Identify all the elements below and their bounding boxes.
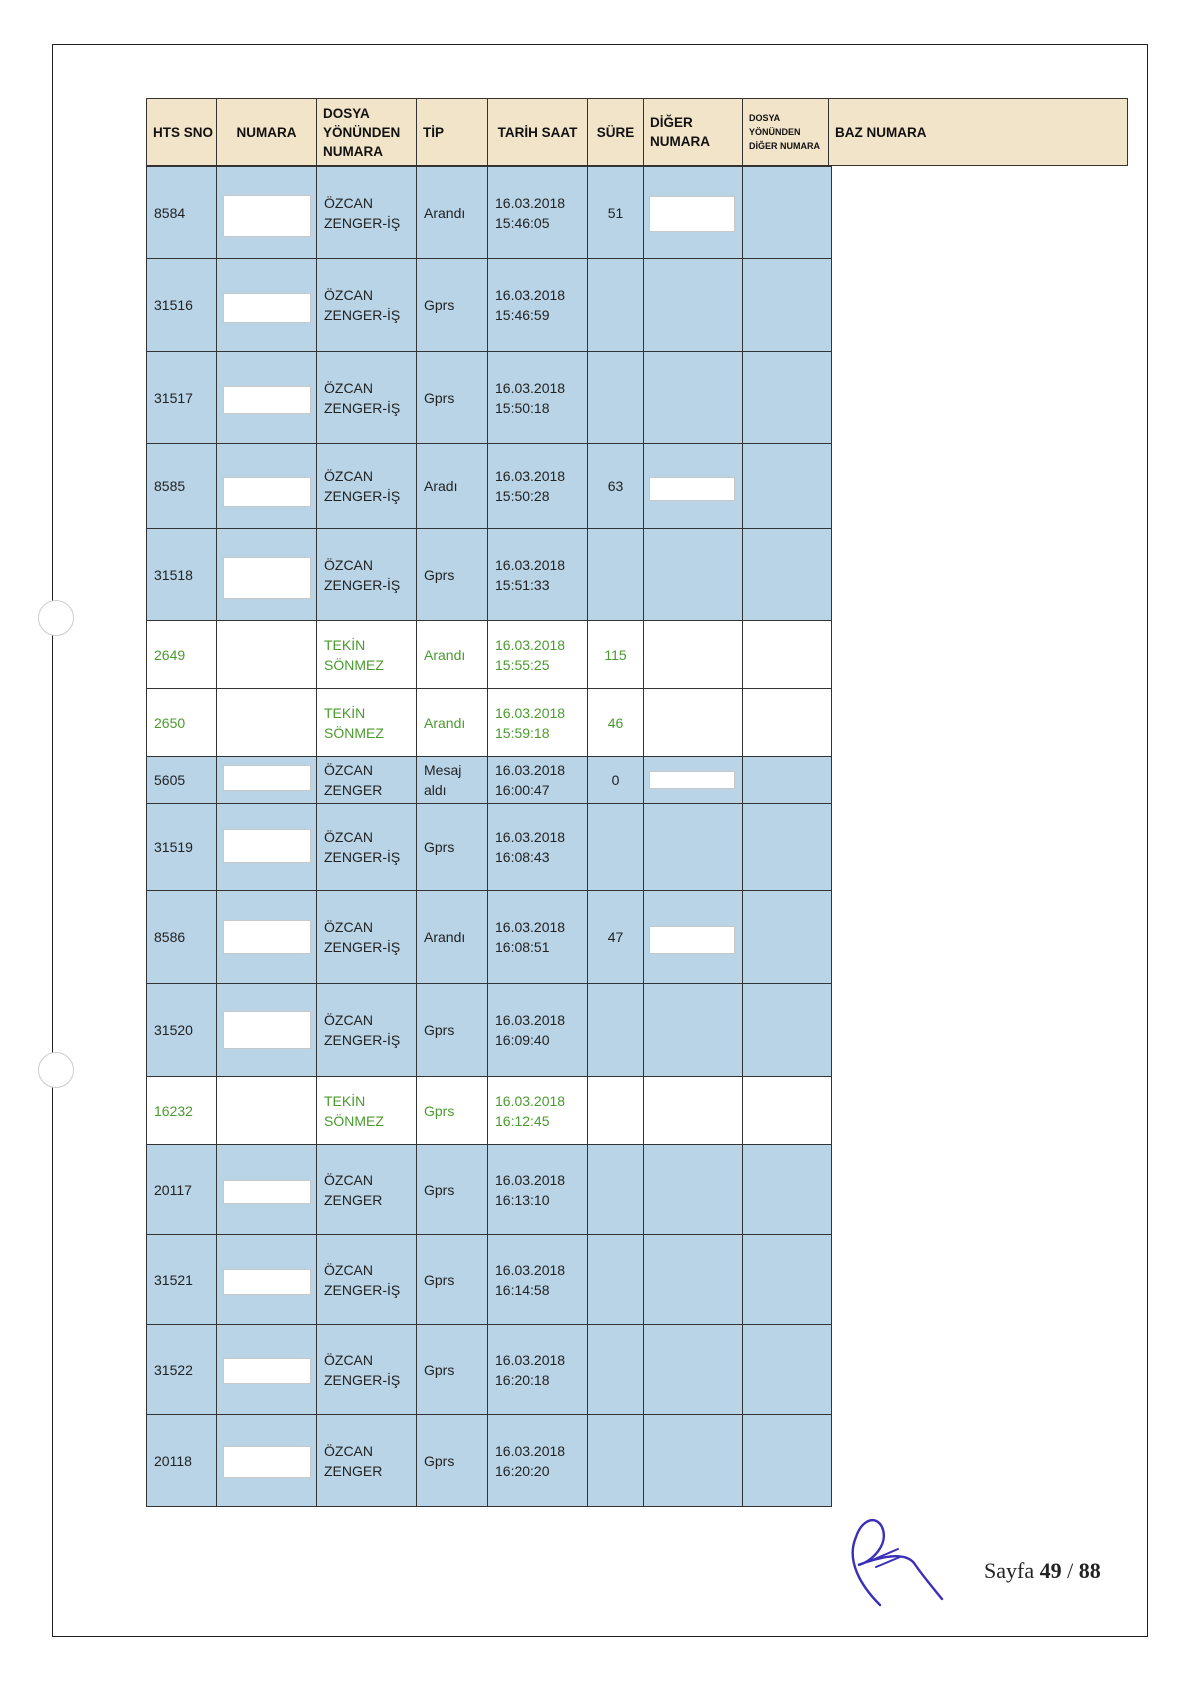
sno-value: 31519 (154, 839, 193, 855)
cell-tip (417, 1325, 488, 1414)
cell-dosya-yonunden-diger-numara (743, 689, 829, 756)
page-label: Sayfa (984, 1558, 1035, 1583)
tarih-value: 16.03.2018 (495, 919, 566, 935)
cell-diger-numara (644, 1415, 743, 1506)
tip-line-1: Gprs (424, 1181, 455, 1198)
cell-tarih-saat (488, 1325, 588, 1414)
dosya-line-1: ÖZCAN (324, 468, 373, 484)
redaction-box (649, 926, 735, 954)
cell-tip (417, 1235, 488, 1324)
cell-tarih-saat (488, 621, 588, 688)
cell-sure (588, 757, 644, 803)
cell-dosya-yonunden-diger-numara (743, 1415, 829, 1506)
cell-dosya-yonunden-diger-numara (743, 757, 829, 803)
cell-diger-numara (644, 444, 743, 528)
cell-sno (147, 984, 217, 1076)
sno-value: 2649 (154, 646, 186, 663)
dosya-line-2: SÖNMEZ (324, 656, 384, 673)
redaction-box (223, 1446, 311, 1478)
tarih-value: 16.03.2018 (495, 1012, 566, 1028)
sure-value: 63 (607, 478, 624, 494)
sno-value: 31522 (154, 1361, 193, 1378)
cell-diger-numara (644, 1077, 743, 1144)
redaction-box (649, 477, 735, 501)
cell-sure (588, 444, 644, 528)
redaction-box (223, 829, 311, 863)
cell-diger-numara (644, 757, 743, 803)
tip-line-1: Gprs (424, 389, 455, 406)
cell-tip (417, 1415, 488, 1506)
table-row (147, 890, 831, 983)
dosya-line-1: ÖZCAN (324, 762, 373, 778)
tarih-value: 16.03.2018 (495, 287, 566, 303)
cell-sno (147, 689, 217, 756)
cell-dosya-yonunden-diger-numara (743, 891, 829, 983)
call-records-table (146, 166, 832, 1507)
cell-dosya-yonunden-diger-numara (743, 984, 829, 1076)
dosya-line-1: ÖZCAN (324, 287, 373, 303)
redaction-box (223, 765, 311, 791)
cell-dosya-yonunden-diger-numara (743, 1235, 829, 1324)
cell-dosya-yonunden-numara (317, 984, 417, 1076)
cell-tip (417, 1077, 488, 1144)
punch-hole (38, 600, 74, 636)
tip-line-1: Arandı (424, 204, 466, 221)
cell-numara (217, 1145, 317, 1234)
cell-tip (417, 352, 488, 443)
dosya-line-2: ZENGER-İŞ (324, 576, 401, 593)
header-dosya-yonunden-numara: DOSYA YÖNÜNDEN NUMARA (317, 99, 417, 165)
cell-dosya-yonunden-numara (317, 621, 417, 688)
cell-sure (588, 1145, 644, 1234)
table-row (147, 166, 831, 258)
header-tarih-saat: TARİH SAAT (488, 99, 588, 165)
sno-value: 31521 (154, 1271, 193, 1288)
cell-dosya-yonunden-numara (317, 167, 417, 258)
cell-numara (217, 352, 317, 443)
cell-sure (588, 529, 644, 620)
tip-line-1: Gprs (424, 1361, 455, 1378)
cell-dosya-yonunden-numara (317, 352, 417, 443)
cell-tarih-saat (488, 1415, 588, 1506)
cell-tarih-saat (488, 891, 588, 983)
cell-diger-numara (644, 1145, 743, 1234)
tarih-value: 16.03.2018 (495, 1092, 566, 1109)
dosya-line-2: ZENGER-İŞ (324, 1281, 401, 1298)
tarih-value: 16.03.2018 (495, 194, 566, 211)
table-row (147, 1144, 831, 1234)
cell-numara (217, 891, 317, 983)
dosya-line-1: ÖZCAN (324, 1442, 373, 1459)
cell-tarih-saat (488, 529, 588, 620)
tarih-value: 16.03.2018 (495, 1351, 566, 1368)
redaction-box (223, 1011, 311, 1049)
dosya-line-2: SÖNMEZ (324, 724, 384, 741)
cell-sure (588, 984, 644, 1076)
table-row (147, 443, 831, 528)
dosya-line-2: ZENGER-İŞ (324, 488, 401, 504)
sure-value: 51 (607, 204, 624, 221)
cell-dosya-yonunden-numara (317, 804, 417, 890)
cell-diger-numara (644, 259, 743, 351)
redaction-box (223, 557, 311, 599)
cell-sno (147, 1077, 217, 1144)
sno-value: 8585 (154, 478, 186, 494)
table-row (147, 1234, 831, 1324)
cell-diger-numara (644, 984, 743, 1076)
redaction-box (223, 1269, 311, 1295)
page-total: 88 (1078, 1558, 1101, 1583)
dosya-line-1: ÖZCAN (324, 379, 373, 396)
tarih-value: 16.03.2018 (495, 636, 566, 653)
tip-line-1: Gprs (424, 1271, 455, 1288)
cell-diger-numara (644, 804, 743, 890)
cell-dosya-yonunden-numara (317, 1145, 417, 1234)
dosya-line-1: ÖZCAN (324, 556, 373, 573)
page-footer (984, 1558, 1101, 1584)
dosya-line-1: ÖZCAN (324, 194, 373, 211)
cell-diger-numara (644, 689, 743, 756)
cell-dosya-yonunden-numara (317, 259, 417, 351)
redaction-box (223, 1180, 311, 1204)
table-row (147, 351, 831, 443)
dosya-line-2: ZENGER-İŞ (324, 214, 401, 231)
cell-dosya-yonunden-diger-numara (743, 804, 829, 890)
saat-value: 16:12:45 (495, 1112, 550, 1129)
sno-value: 31520 (154, 1022, 193, 1038)
saat-value: 15:46:05 (495, 214, 550, 231)
cell-sno (147, 259, 217, 351)
table-row (147, 756, 831, 803)
cell-sno (147, 529, 217, 620)
table-row (147, 620, 831, 688)
table-row (147, 258, 831, 351)
cell-tip (417, 804, 488, 890)
header-diger-numara: DİĞER NUMARA (644, 99, 743, 165)
table-header (146, 98, 1128, 166)
cell-tarih-saat (488, 444, 588, 528)
tip-line-1: Aradı (424, 478, 458, 494)
sno-value: 16232 (154, 1102, 193, 1119)
saat-value: 15:51:33 (495, 576, 550, 593)
cell-numara (217, 1235, 317, 1324)
saat-value: 15:59:18 (495, 724, 550, 741)
dosya-line-2: ZENGER-İŞ (324, 399, 401, 416)
cell-sure (588, 621, 644, 688)
cell-tarih-saat (488, 352, 588, 443)
cell-sure (588, 167, 644, 258)
sure-value: 0 (611, 772, 620, 788)
cell-tarih-saat (488, 1077, 588, 1144)
header-tip: TİP (417, 99, 488, 165)
cell-diger-numara (644, 891, 743, 983)
tip-line-1: Arandı (424, 714, 466, 731)
cell-dosya-yonunden-numara (317, 1235, 417, 1324)
cell-sno (147, 891, 217, 983)
tarih-value: 16.03.2018 (495, 379, 566, 396)
signature-icon (840, 1505, 950, 1620)
cell-diger-numara (644, 621, 743, 688)
sure-value: 115 (604, 646, 627, 663)
cell-sure (588, 1415, 644, 1506)
cell-numara (217, 621, 317, 688)
table-row (147, 983, 831, 1076)
cell-tip (417, 444, 488, 528)
saat-value: 16:08:51 (495, 939, 550, 955)
header-numara: NUMARA (217, 99, 317, 165)
saat-value: 16:20:18 (495, 1371, 550, 1388)
cell-dosya-yonunden-numara (317, 757, 417, 803)
cell-diger-numara (644, 529, 743, 620)
dosya-line-2: ZENGER-İŞ (324, 1032, 401, 1048)
tarih-value: 16.03.2018 (495, 829, 566, 845)
tip-line-1: Gprs (424, 839, 455, 855)
cell-sno (147, 1235, 217, 1324)
dosya-line-1: ÖZCAN (324, 1171, 373, 1188)
redaction-box (223, 293, 311, 323)
cell-dosya-yonunden-diger-numara (743, 167, 829, 258)
cell-sure (588, 804, 644, 890)
saat-value: 15:50:18 (495, 399, 550, 416)
cell-tip (417, 891, 488, 983)
cell-diger-numara (644, 1325, 743, 1414)
cell-tarih-saat (488, 259, 588, 351)
cell-dosya-yonunden-diger-numara (743, 352, 829, 443)
cell-sure (588, 1325, 644, 1414)
cell-tarih-saat (488, 1235, 588, 1324)
cell-dosya-yonunden-diger-numara (743, 1077, 829, 1144)
sure-value: 47 (607, 929, 624, 945)
sno-value: 8584 (154, 204, 186, 221)
dosya-line-1: ÖZCAN (324, 1261, 373, 1278)
sno-value: 31518 (154, 566, 193, 583)
tip-line-1: Gprs (424, 1102, 455, 1119)
cell-sno (147, 444, 217, 528)
sno-value: 20117 (154, 1181, 192, 1198)
sno-value: 20118 (154, 1452, 192, 1469)
header-baz-numara: BAZ NUMARA (835, 124, 927, 140)
redaction-box (223, 195, 311, 237)
cell-numara (217, 689, 317, 756)
cell-sure (588, 259, 644, 351)
cell-sure (588, 891, 644, 983)
cell-sno (147, 167, 217, 258)
cell-numara (217, 529, 317, 620)
cell-tip (417, 621, 488, 688)
dosya-line-1: TEKİN (324, 704, 366, 721)
cell-sno (147, 352, 217, 443)
page-number: 49 (1039, 1558, 1062, 1583)
tarih-value: 16.03.2018 (495, 1442, 566, 1459)
cell-tarih-saat (488, 1145, 588, 1234)
cell-sure (588, 1077, 644, 1144)
tarih-value: 16.03.2018 (495, 762, 566, 778)
cell-tip (417, 689, 488, 756)
cell-dosya-yonunden-diger-numara (743, 1145, 829, 1234)
cell-numara (217, 444, 317, 528)
tip-line-2: aldı (424, 782, 447, 798)
cell-tip (417, 259, 488, 351)
tarih-value: 16.03.2018 (495, 468, 566, 484)
cell-tip (417, 757, 488, 803)
sure-value: 46 (607, 714, 624, 731)
saat-value: 15:46:59 (495, 307, 550, 323)
cell-tip (417, 529, 488, 620)
dosya-line-2: ZENGER-İŞ (324, 939, 401, 955)
saat-value: 15:55:25 (495, 656, 550, 673)
saat-value: 16:14:58 (495, 1281, 550, 1298)
sno-value: 8586 (154, 929, 186, 945)
cell-tip (417, 167, 488, 258)
redaction-box (223, 477, 311, 507)
saat-value: 15:50:28 (495, 488, 550, 504)
cell-sno (147, 1145, 217, 1234)
header-dosya-yonunden-diger-numara: DOSYA YÖNÜNDEN DİĞER NUMARA (743, 99, 829, 165)
cell-numara (217, 1325, 317, 1414)
saat-value: 16:09:40 (495, 1032, 550, 1048)
cell-sno (147, 804, 217, 890)
header-sure: SÜRE (588, 99, 644, 165)
tip-line-1: Gprs (424, 1022, 455, 1038)
sno-value: 31517 (154, 389, 193, 406)
saat-value: 16:08:43 (495, 849, 550, 865)
cell-tarih-saat (488, 757, 588, 803)
cell-diger-numara (644, 167, 743, 258)
cell-dosya-yonunden-diger-numara (743, 444, 829, 528)
table-row (147, 688, 831, 756)
cell-numara (217, 259, 317, 351)
cell-tip (417, 1145, 488, 1234)
cell-dosya-yonunden-numara (317, 1415, 417, 1506)
dosya-line-2: ZENGER-İŞ (324, 1371, 401, 1388)
cell-sure (588, 352, 644, 443)
cell-sure (588, 1235, 644, 1324)
cell-numara (217, 757, 317, 803)
sno-value: 31516 (154, 297, 193, 313)
cell-tarih-saat (488, 689, 588, 756)
tip-line-1: Gprs (424, 1452, 455, 1469)
saat-value: 16:00:47 (495, 782, 550, 798)
cell-diger-numara (644, 352, 743, 443)
tip-line-1: Mesaj (424, 762, 462, 778)
cell-dosya-yonunden-diger-numara (743, 621, 829, 688)
tarih-value: 16.03.2018 (495, 1171, 566, 1188)
cell-tarih-saat (488, 804, 588, 890)
cell-numara (217, 984, 317, 1076)
redaction-box (649, 771, 735, 789)
cell-tarih-saat (488, 167, 588, 258)
saat-value: 16:20:20 (495, 1462, 550, 1479)
cell-dosya-yonunden-numara (317, 1325, 417, 1414)
tip-line-1: Arandı (424, 646, 466, 663)
sno-value: 5605 (154, 772, 186, 788)
header-hts-sno: HTS SNO (147, 99, 217, 165)
redaction-box (223, 920, 311, 954)
table-row (147, 1414, 831, 1506)
redaction-box (649, 196, 735, 232)
cell-dosya-yonunden-numara (317, 1077, 417, 1144)
cell-sure (588, 689, 644, 756)
cell-numara (217, 167, 317, 258)
cell-dosya-yonunden-diger-numara (743, 1325, 829, 1414)
dosya-line-1: ÖZCAN (324, 1012, 373, 1028)
dosya-line-2: SÖNMEZ (324, 1112, 384, 1129)
tarih-value: 16.03.2018 (495, 1261, 566, 1278)
dosya-line-2: ZENGER-İŞ (324, 849, 401, 865)
dosya-line-1: ÖZCAN (324, 1351, 373, 1368)
page-separator: / (1067, 1558, 1074, 1583)
cell-sno (147, 757, 217, 803)
cell-sno (147, 1325, 217, 1414)
tarih-value: 16.03.2018 (495, 556, 566, 573)
dosya-line-2: ZENGER (324, 1191, 383, 1208)
cell-dosya-yonunden-numara (317, 689, 417, 756)
cell-dosya-yonunden-diger-numara (743, 259, 829, 351)
cell-dosya-yonunden-numara (317, 529, 417, 620)
table-row (147, 803, 831, 890)
cell-numara (217, 804, 317, 890)
cell-dosya-yonunden-numara (317, 891, 417, 983)
dosya-line-2: ZENGER-İŞ (324, 307, 401, 323)
cell-numara (217, 1415, 317, 1506)
tip-line-1: Gprs (424, 297, 455, 313)
cell-numara (217, 1077, 317, 1144)
table-row (147, 1324, 831, 1414)
punch-hole (38, 1052, 74, 1088)
cell-dosya-yonunden-diger-numara (743, 529, 829, 620)
dosya-line-1: TEKİN (324, 1092, 366, 1109)
cell-tip (417, 984, 488, 1076)
tip-line-1: Gprs (424, 566, 455, 583)
cell-sno (147, 621, 217, 688)
cell-diger-numara (644, 1235, 743, 1324)
cell-dosya-yonunden-numara (317, 444, 417, 528)
tarih-value: 16.03.2018 (495, 704, 566, 721)
dosya-line-2: ZENGER (324, 782, 383, 798)
redaction-box (223, 1358, 311, 1384)
tip-line-1: Arandı (424, 929, 466, 945)
dosya-line-1: TEKİN (324, 636, 366, 653)
saat-value: 16:13:10 (495, 1191, 550, 1208)
cell-tarih-saat (488, 984, 588, 1076)
dosya-line-1: ÖZCAN (324, 829, 373, 845)
table-row (147, 528, 831, 620)
table-row (147, 1076, 831, 1144)
dosya-line-2: ZENGER (324, 1462, 383, 1479)
redaction-box (223, 386, 311, 414)
cell-sno (147, 1415, 217, 1506)
dosya-line-1: ÖZCAN (324, 919, 373, 935)
sno-value: 2650 (154, 714, 186, 731)
